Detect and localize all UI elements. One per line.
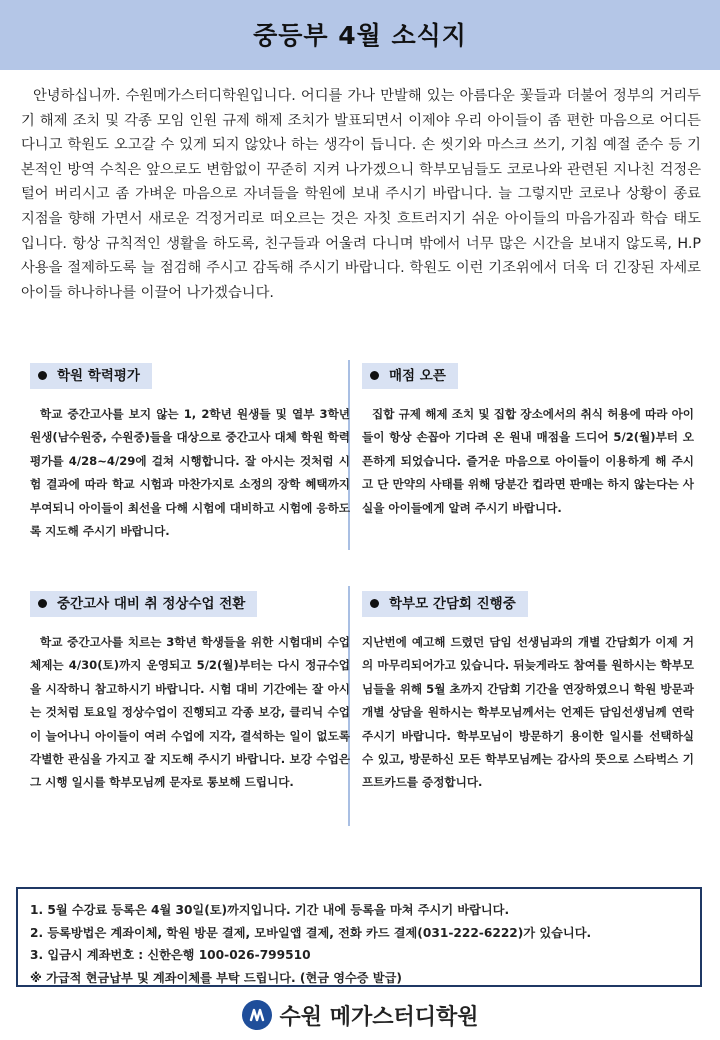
academy-logo-icon: [242, 1000, 272, 1030]
section-heading-text: 학부모 간담회 진행중: [389, 596, 516, 612]
section-body: 지난번에 예고해 드렸던 담임 선생님과의 개별 간담회가 이제 거의 마무리되어가고 있습니다. 뒤늦게라도 참여를 원하시는 학부모님들을 위해 5월 초까지 간담회 기간을 연장하였으니 학원 방문과 개별 상담을 원하시는 학부모님께서는 언제든 담임선생님께 연락 주시기 바랍니다. 학부모님이 방문하기 용이한 일시를 선택하실 수 있고, 방문하신 모든 학부모님께는 감사의 뜻으로 스타벅스 기프트카드를 증정합니다.: [362, 635, 694, 790]
bullet-icon: [370, 599, 379, 608]
section-heading: [362, 363, 458, 389]
section-academy-test: [30, 363, 350, 543]
notice-line: ※ 가급적 현금납부 및 계좌이체를 부탁 드립니다. (현금 영수증 발급): [30, 970, 402, 985]
notice-line: 2. 등록방법은 계좌이체, 학원 방문 결제, 모바일앱 결제, 전화 카드 결제(031-222-6222)가 있습니다.: [30, 925, 592, 940]
bullet-icon: [38, 371, 47, 380]
section-body: 학교 중간고사를 치르는 3학년 학생들을 위한 시험대비 수업 체제는 4/30(토)까지 운영되고 5/2(월)부터는 다시 정규수업을 시작하니 참고하시기 바랍니다. 시험 대비 기간에는 잘 아시는 것처럼 토요일 정상수업이 진행되고 각종 보강, 클리닉 수업이 늘어나니 아이들이 여러 수업에 지각, 결석하는 일이 없도록 각별한 관심을 가지고 잘 지도해 주시기 바랍니다. 보강 수업은 그 시행 일시를 학부모님께 문자로 통보해 드립니다.: [30, 635, 350, 790]
notice-line: 3. 입금시 계좌번호 : 신한은행 100-026-799510: [30, 948, 311, 962]
academy-name: 수원 메가스터디학원: [279, 1004, 479, 1030]
section-heading: [30, 591, 257, 617]
section-parent-meeting: [362, 591, 694, 795]
bullet-icon: [370, 371, 379, 380]
section-midterm-class: [30, 591, 350, 795]
section-store-open: [362, 363, 694, 520]
section-heading-text: 중간고사 대비 취 정상수업 전환: [57, 596, 246, 612]
section-body: 집합 규제 해제 조치 및 집합 장소에서의 취식 허용에 따라 아이들이 항상 손꼽아 기다려 온 원내 매점을 드디어 5/2(월)부터 오픈하게 되었습니다. 즐거운 마음으로 아이들이 이용하게 해 주시고 단 만약의 사태를 위해 당분간 컵라면 판매는 하지 않는다는 사실을 아이들에게 알려 주시기 바랍니다.: [362, 407, 694, 515]
section-heading-text: 매점 오픈: [389, 368, 446, 384]
bullet-icon: [38, 599, 47, 608]
section-heading: [30, 363, 152, 389]
title-banner: [0, 0, 720, 70]
section-heading-text: 학원 학력평가: [57, 368, 140, 384]
section-heading: [362, 591, 528, 617]
intro-paragraph: 안녕하십니까. 수원메가스터디학원입니다. 어디를 가나 만발해 있는 아름다운 꽃들과 더불어 정부의 거리두기 해제 조치 및 각종 모임 인원 규제 해제 조치가 발표되면서 이제야 우리 아이들이 좀 편한 마음으로 어디든 다니고 학원도 오고갈 수 있게 되지 않았나 하는 생각이 듭니다. 손 씻기와 마스크 쓰기, 기침 예절 준수 등 기본적인 방역 수칙은 앞으로도 변함없이 꾸준히 지켜 나가겠으니 학부모님들도 코로나와 관련된 지나친 걱정은 털어 버리시고 좀 가벼운 마음으로 자녀들을 학원에 보내 주시기 바랍니다. 늘 그렇지만 코로나 상황이 종료 지점을 향해 가면서 새로운 걱정거리로 떠오르는 것은 자칫 흐트러지기 쉬운 아이들의 마음가짐과 학습 태도입니다. 항상 규칙적인 생활을 하도록, 친구들과 어울려 다니며 밖에서 너무 많은 시간을 보내지 않도록, H.P사용을 절제하도록 늘 점검해 주시고 감독해 주시기 바랍니다. 학원도 이런 기조위에서 더욱 더 긴장된 자세로 아이들 하나하나를 이끌어 나가겠습니다.: [21, 88, 701, 301]
footer: [0, 996, 720, 1034]
notice-line: 1. 5월 수강료 등록은 4월 30일(토)까지입니다. 기간 내에 등록을 마쳐 주시기 바랍니다.: [30, 903, 510, 917]
payment-notice-box: [16, 887, 702, 987]
page-title: 중등부 4월 소식지: [253, 21, 467, 50]
section-body: 학교 중간고사를 보지 않는 1, 2학년 원생들 및 열부 3학년 원생(남수원중, 수원중)들을 대상으로 중간고사 대체 학원 학력평가를 4/28~4/29에 걸쳐 시행합니다. 잘 아시는 것처럼 시험 결과에 따라 학교 시험과 마찬가지로 소정의 장학 혜택까지 부여되니 아이들이 최선을 다해 시험에 대비하고 시험에 응하도록 지도해 주시기 바랍니다.: [30, 407, 350, 539]
